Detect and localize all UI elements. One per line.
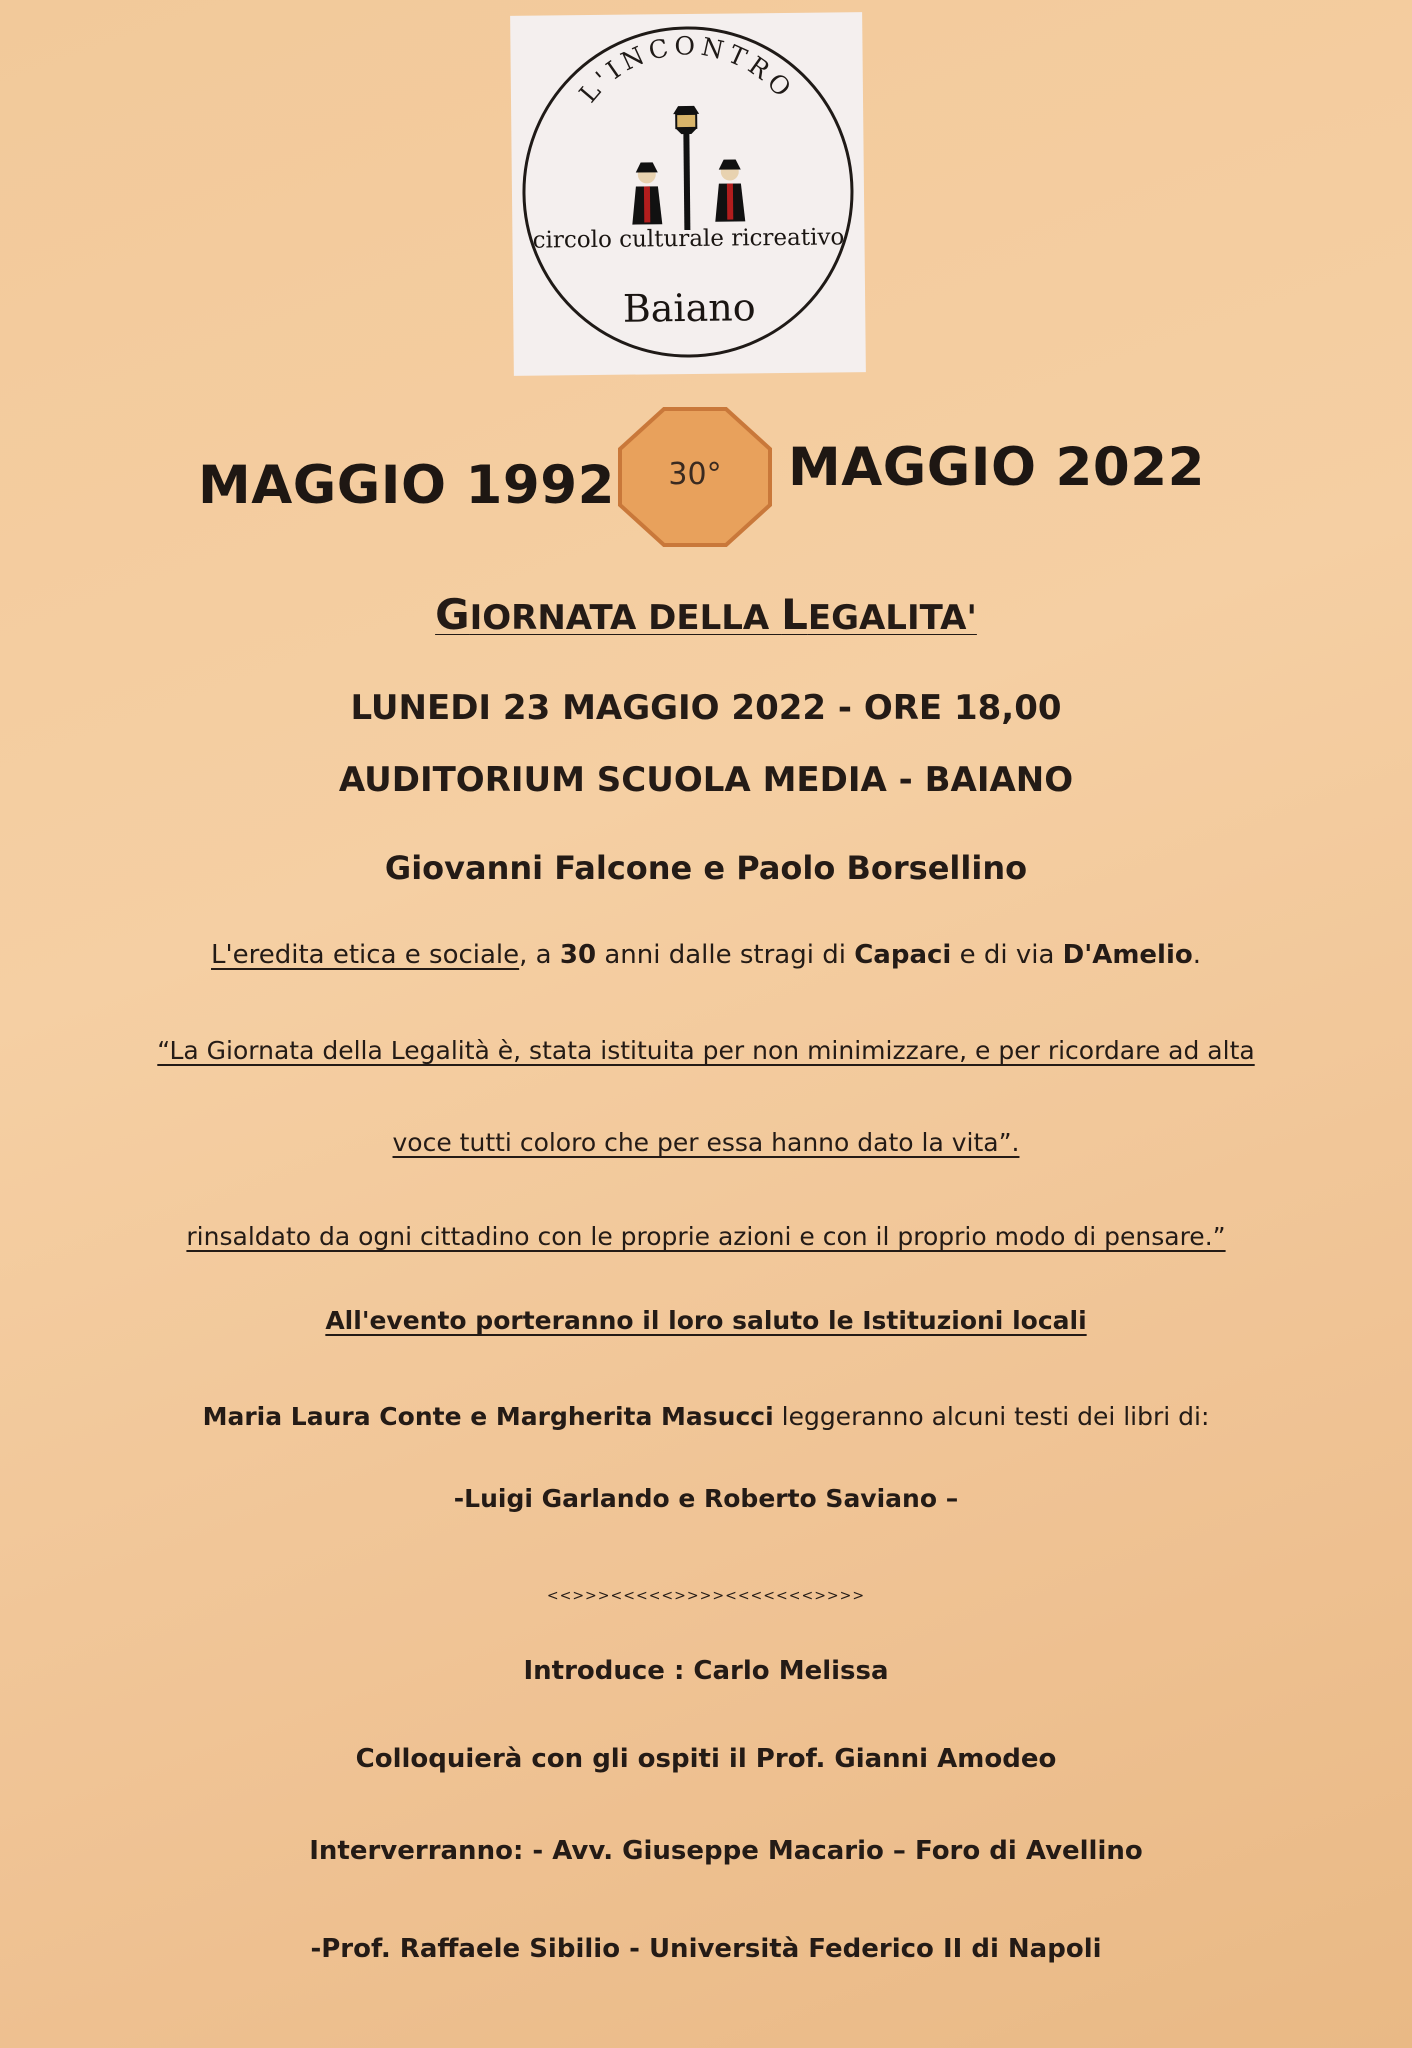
svg-text:L'INCONTRO <box>573 30 800 108</box>
figure-left-icon <box>632 162 663 224</box>
anniversary-badge <box>616 405 774 549</box>
logo-arc-text: L'INCONTRO <box>573 31 801 108</box>
figure-right-icon <box>715 159 746 221</box>
institutions-line: All'evento porteranno il loro saluto le Istituzioni locali <box>325 1306 1087 1335</box>
readers-line: Maria Laura Conte e Margherita Masucci leggeranno alcuni testi dei libri di: <box>202 1402 1210 1431</box>
separator: <<>>><<<<<>>>><<<<<<<>>>> <box>546 1588 866 1604</box>
logo <box>510 12 866 376</box>
honorees: Giovanni Falcone e Paolo Borsellino <box>384 849 1028 887</box>
badge-label: 30° <box>668 457 722 492</box>
event-date: LUNEDI 23 MAGGIO 2022 - ORE 18,00 <box>350 688 1062 728</box>
speaker-2-line: -Prof. Raffaele Sibilio - Università Federico II di Napoli <box>310 1934 1102 1964</box>
quote-line-2: voce tutti coloro che per essa hanno dato la vita”. <box>392 1128 1020 1157</box>
street-lamp-icon <box>673 106 700 230</box>
event-venue: AUDITORIUM SCUOLA MEDIA - BAIANO <box>338 760 1074 800</box>
legacy-line: L'eredita etica e sociale, a 30 anni dalle stragi di Capaci e di via D'Amelio. <box>211 940 1201 970</box>
year-2022: MAGGIO 2022 <box>788 437 1206 498</box>
logo-subtitle: circolo culturale ricreativo <box>532 224 845 254</box>
event-title: GIORNATA DELLA LEGALITA' <box>435 590 977 639</box>
quote-line-1: “La Giornata della Legalità è, stata istituita per non minimizzare, e per ricordare ad alta <box>157 1036 1255 1065</box>
authors-line: -Luigi Garlando e Roberto Saviano – <box>453 1484 959 1513</box>
speaker-1-line: Interverranno: - Avv. Giuseppe Macario – Foro di Avellino <box>309 1836 1143 1866</box>
introduce-line: Introduce : Carlo Melissa <box>523 1656 889 1686</box>
moderator-line: Colloquierà con gli ospiti il Prof. Gianni Amodeo <box>355 1744 1057 1774</box>
logo-town: Baiano <box>622 285 756 331</box>
quote-line-3: rinsaldato da ogni cittadino con le proprie azioni e con il proprio modo di pensare.” <box>186 1222 1226 1251</box>
year-1992: MAGGIO 1992 <box>198 455 616 516</box>
